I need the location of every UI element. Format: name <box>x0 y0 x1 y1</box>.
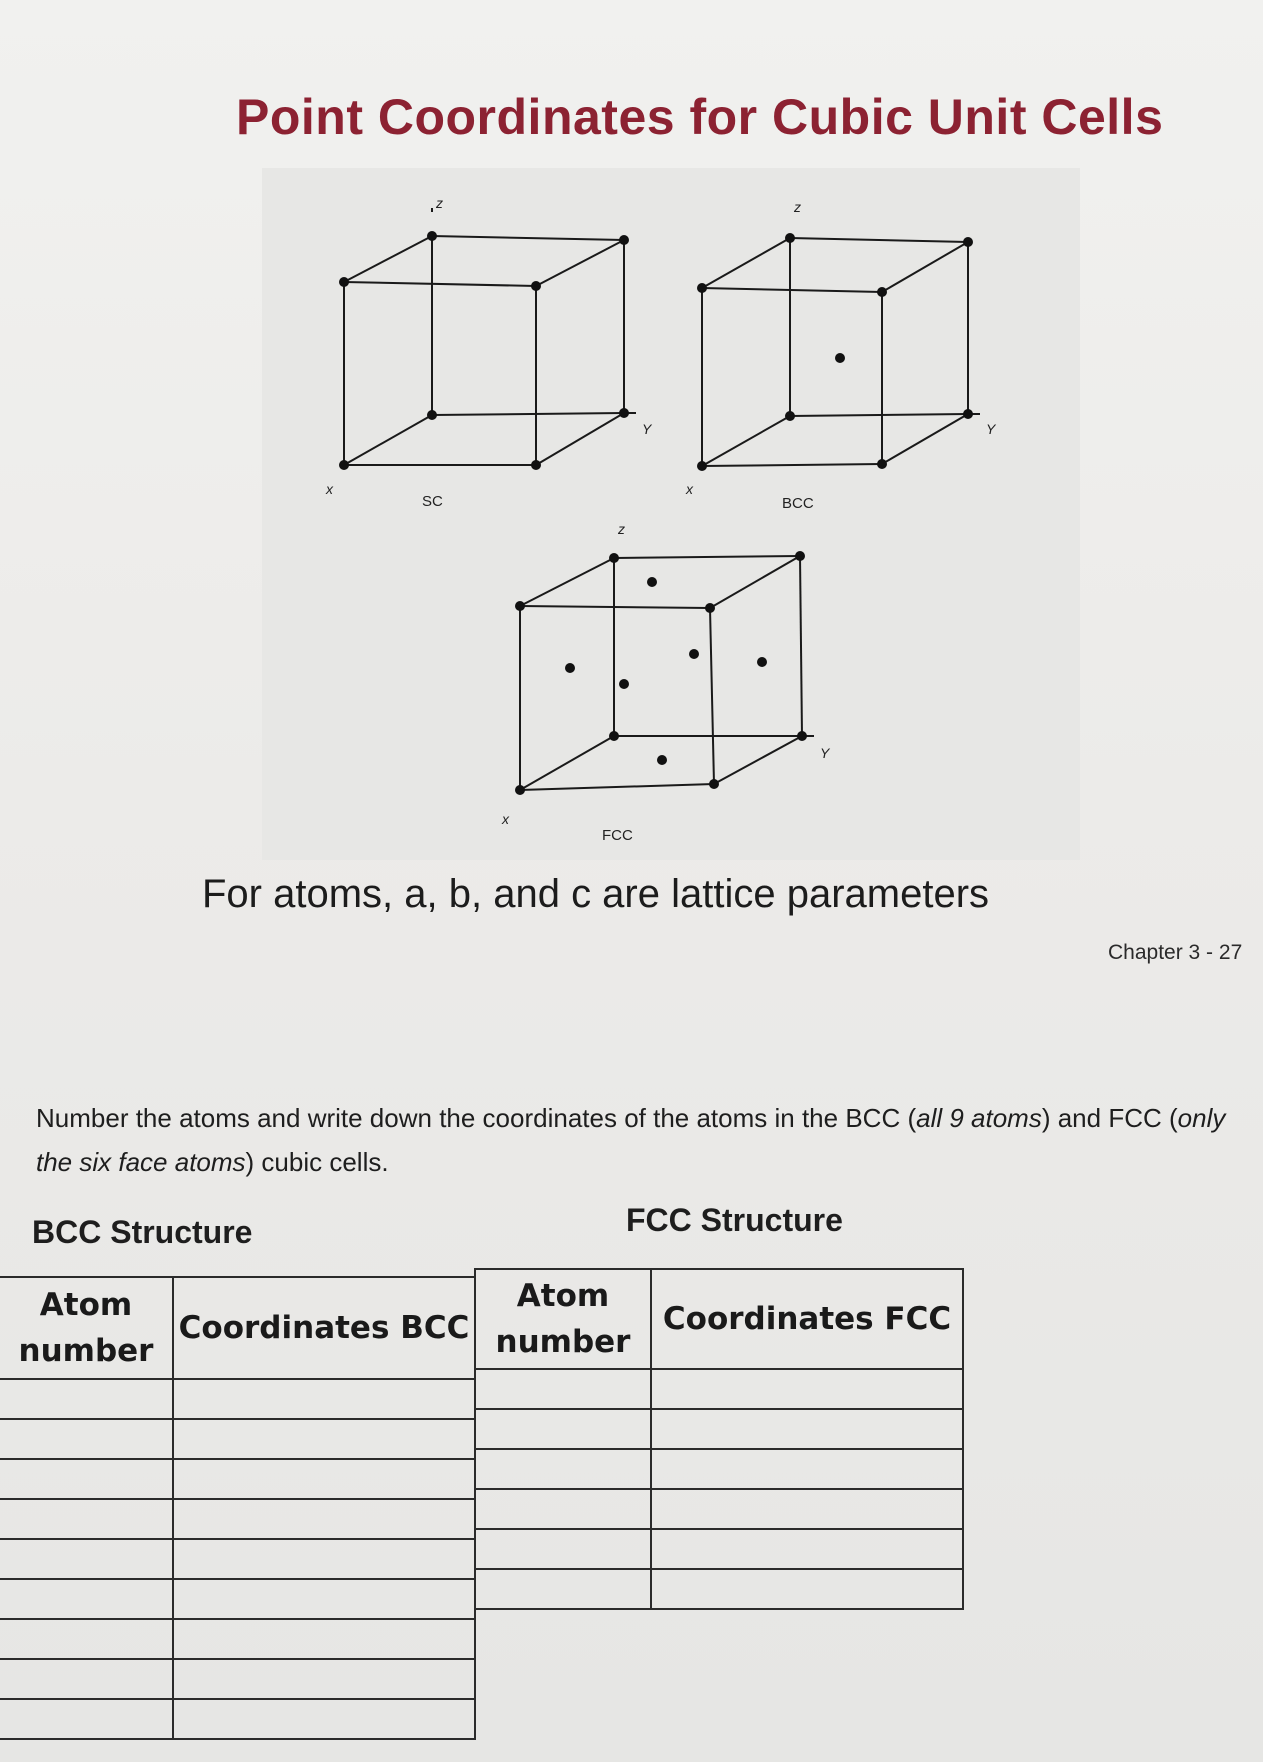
fcc-table-header-row <box>475 1269 963 1369</box>
bcc-atom-number-cell[interactable] <box>0 1419 173 1459</box>
fcc-atom-number-cell[interactable] <box>475 1369 651 1409</box>
bcc-table-row <box>0 1619 475 1659</box>
bcc-table-row <box>0 1579 475 1619</box>
unit-cell-diagrams <box>262 168 1080 860</box>
instructions-emphasis-2: only the six face atoms <box>36 1103 1226 1177</box>
bcc-coordinates-table <box>0 1276 476 1740</box>
sc-label: SC <box>422 493 443 510</box>
bcc-table-row <box>0 1419 475 1459</box>
bcc-z-axis-label: z <box>794 199 801 215</box>
instructions-part-3: ) cubic cells. <box>245 1147 389 1177</box>
bcc-coordinates-cell[interactable] <box>173 1499 475 1539</box>
bcc-coordinates-cell[interactable] <box>173 1539 475 1579</box>
fcc-atom-number-cell[interactable] <box>475 1569 651 1609</box>
fcc-coordinates-table <box>474 1268 964 1610</box>
fcc-z-axis-label: z <box>618 521 625 537</box>
bcc-table-header-row <box>0 1277 475 1379</box>
bcc-structure-heading: BCC Structure <box>32 1214 253 1250</box>
fcc-atom-number-cell[interactable] <box>475 1529 651 1569</box>
fcc-table-row <box>475 1449 963 1489</box>
instructions-text <box>36 1096 1258 1184</box>
fcc-label: FCC <box>602 827 633 844</box>
fcc-table-row <box>475 1529 963 1569</box>
fcc-coordinates-cell[interactable] <box>651 1489 963 1529</box>
fcc-y-axis-label: Y <box>820 745 830 761</box>
fcc-atoms <box>515 551 807 795</box>
chapter-page-number: Chapter 3 - 27 <box>1108 941 1243 964</box>
fcc-table-body <box>475 1369 963 1609</box>
bcc-label: BCC <box>782 495 814 512</box>
bcc-table-row <box>0 1699 475 1739</box>
fcc-atom-number-header: Atom number <box>475 1269 651 1369</box>
bcc-coordinates-header: Coordinates BCC <box>173 1277 475 1379</box>
bcc-atom-number-cell[interactable] <box>0 1659 173 1699</box>
bcc-atom-number-cell[interactable] <box>0 1699 173 1739</box>
sc-atoms <box>339 231 629 470</box>
fcc-cell <box>520 556 814 790</box>
fcc-atom-number-cell[interactable] <box>475 1409 651 1449</box>
lattice-parameters-note: For atoms, a, b, and c are lattice parameters <box>202 872 990 916</box>
bcc-y-axis-label: Y <box>986 421 996 437</box>
bcc-atom-number-cell[interactable] <box>0 1459 173 1499</box>
bcc-coordinates-cell[interactable] <box>173 1619 475 1659</box>
bcc-coordinates-cell[interactable] <box>173 1379 475 1419</box>
bcc-coordinates-cell[interactable] <box>173 1579 475 1619</box>
fcc-coordinates-cell[interactable] <box>651 1449 963 1489</box>
bcc-table-row <box>0 1539 475 1579</box>
fcc-table-row <box>475 1569 963 1609</box>
instructions-part-1: Number the atoms and write down the coordinates of the atoms in the BCC ( <box>36 1103 917 1133</box>
bcc-table-row <box>0 1459 475 1499</box>
bcc-coordinates-cell[interactable] <box>173 1459 475 1499</box>
bcc-atom-number-cell[interactable] <box>0 1579 173 1619</box>
fcc-coordinates-header: Coordinates FCC <box>651 1269 963 1369</box>
sc-y-axis-label: Y <box>642 421 652 437</box>
instructions-emphasis-1: all 9 atoms <box>916 1103 1042 1133</box>
bcc-atom-number-cell[interactable] <box>0 1379 173 1419</box>
fcc-table-row <box>475 1409 963 1449</box>
bcc-cell <box>702 238 980 466</box>
bcc-atom-number-header: Atom number <box>0 1277 173 1379</box>
page-title: Point Coordinates for Cubic Unit Cells <box>236 89 1164 145</box>
fcc-coordinates-cell[interactable] <box>651 1569 963 1609</box>
bcc-atom-number-cell[interactable] <box>0 1499 173 1539</box>
bcc-table-row <box>0 1499 475 1539</box>
bcc-x-axis-label: x <box>686 481 693 497</box>
fcc-atom-number-cell[interactable] <box>475 1489 651 1529</box>
sc-cell <box>344 208 636 465</box>
bcc-table-row <box>0 1659 475 1699</box>
fcc-table-row <box>475 1369 963 1409</box>
fcc-coordinates-cell[interactable] <box>651 1409 963 1449</box>
bcc-coordinates-cell[interactable] <box>173 1659 475 1699</box>
unit-cell-figure <box>262 168 1080 860</box>
fcc-table-row <box>475 1489 963 1529</box>
bcc-table-body <box>0 1379 475 1739</box>
fcc-structure-heading: FCC Structure <box>626 1202 843 1238</box>
bcc-coordinates-cell[interactable] <box>173 1419 475 1459</box>
bcc-table-row <box>0 1379 475 1419</box>
sc-z-axis-label: z <box>436 195 443 211</box>
fcc-coordinates-cell[interactable] <box>651 1529 963 1569</box>
bcc-atom-number-cell[interactable] <box>0 1619 173 1659</box>
instructions-part-2: ) and FCC ( <box>1041 1103 1178 1133</box>
fcc-coordinates-cell[interactable] <box>651 1369 963 1409</box>
sc-x-axis-label: x <box>326 481 333 497</box>
bcc-atom-number-cell[interactable] <box>0 1539 173 1579</box>
fcc-atom-number-cell[interactable] <box>475 1449 651 1489</box>
fcc-x-axis-label: x <box>502 811 509 827</box>
bcc-coordinates-cell[interactable] <box>173 1699 475 1739</box>
